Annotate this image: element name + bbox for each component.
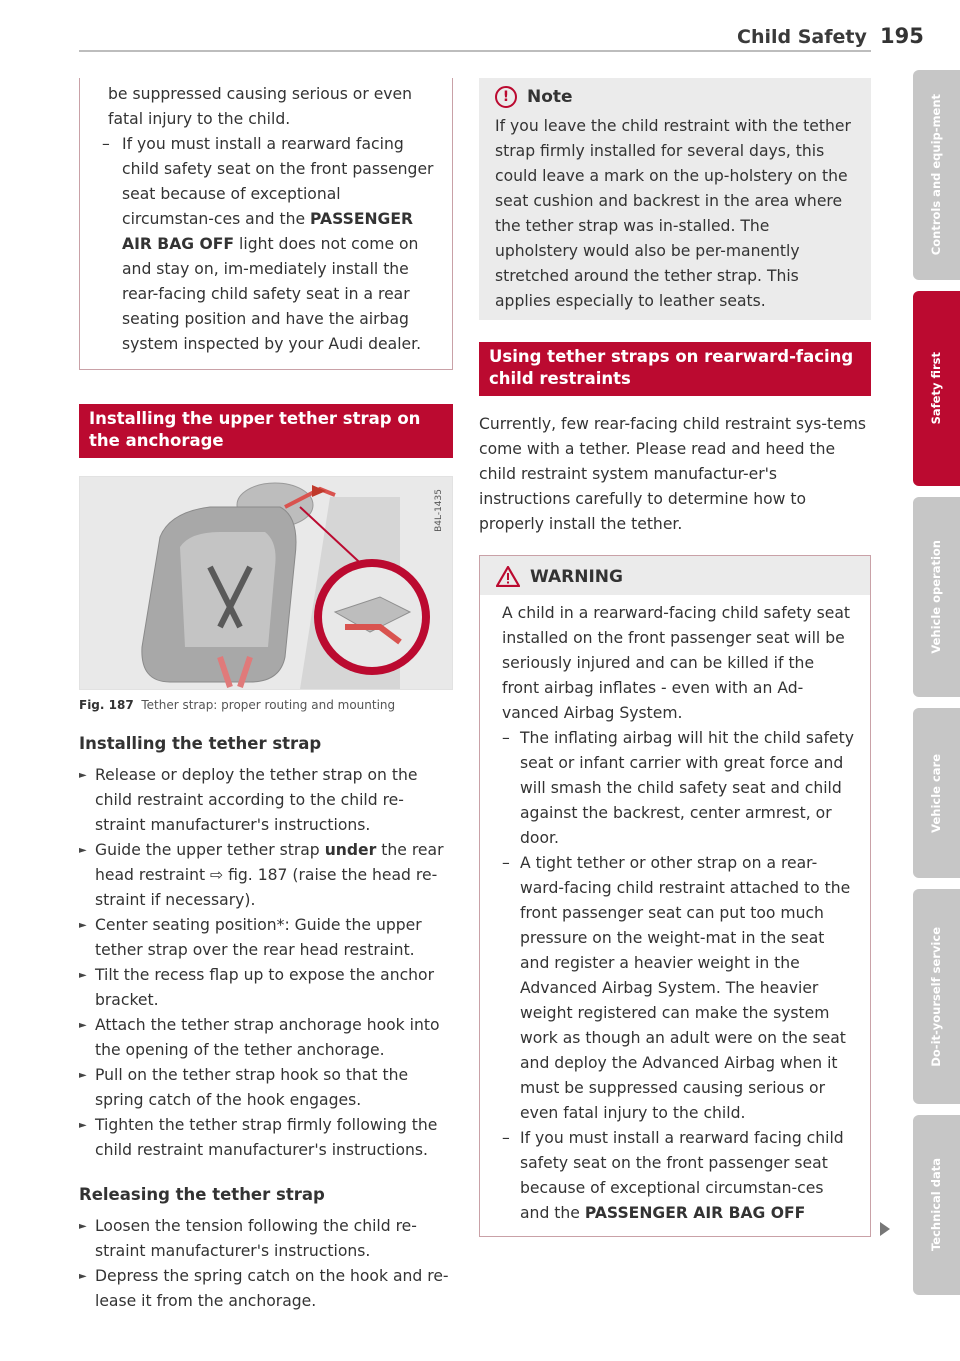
figure-code: B4L-1435 <box>434 489 444 532</box>
tab-vehicle-operation[interactable]: Vehicle operation <box>913 497 960 697</box>
continue-arrow-icon <box>880 1222 890 1236</box>
install-step: ► Tilt the recess flap up to expose the anchor bracket. <box>79 963 453 1013</box>
warning-continued-box <box>79 78 453 370</box>
section-heading-upper-tether: Installing the upper tether strap on the anchorage <box>79 404 453 458</box>
install-step: ► Center seating position*: Guide the upper tether strap over the rear head restraint. <box>79 913 453 963</box>
warning-continued-list <box>102 132 436 357</box>
page-number: 195 <box>880 24 924 48</box>
release-step: ► Loosen the tension following the child re-straint manufacturer's instructions. <box>79 1214 453 1264</box>
right-column <box>479 78 871 1237</box>
install-steps <box>79 763 453 1163</box>
running-header-title: Child Safety <box>737 26 867 48</box>
release-step: ► Depress the spring catch on the hook and re-lease it from the anchorage. <box>79 1264 453 1314</box>
install-step: ► Attach the tether strap anchorage hook into the opening of the tether anchorage. <box>79 1013 453 1063</box>
warning-item: – The inflating airbag will hit the child safety seat or infant carrier with great force and will smash the child safety seat and child against the backrest, center armrest, or door. <box>502 726 856 851</box>
warning-header <box>480 556 870 595</box>
warning-text: A child in a rearward-facing child safety seat installed on the front passenger seat will be seriously injured and can be killed if the front airbag inflates - even with an Ad-vanced Airbag System. <box>502 604 851 722</box>
section-heading-rearward-tether: Using tether straps on rearward-facing child restraints <box>479 342 871 396</box>
figure-187 <box>79 476 453 690</box>
header-rule <box>79 50 871 52</box>
warning-continued-item: – If you must install a rearward facing child safety seat on the front passenger seat because of exceptional circumstan-ces and the PASSENGER AIR BAG OFF light does not come on and stay on, im-mediately install the rear-facing child safety seat in a rear seating position and have the airbag system inspected by your Audi dealer. <box>102 132 436 357</box>
tab-do-it-yourself-service[interactable]: Do-it-yourself service <box>913 889 960 1104</box>
warning-triangle-icon <box>496 566 520 587</box>
install-step: ► Guide the upper tether strap under the rear head restraint ⇨ fig. 187 (raise the head re-straint if necessary). <box>79 838 453 913</box>
warning-box <box>479 555 871 1237</box>
warning-title: WARNING <box>530 566 623 587</box>
note-box <box>479 78 871 320</box>
install-step: ► Tighten the tether strap firmly following the child restraint manufacturer's instructions. <box>79 1113 453 1163</box>
note-title: Note <box>527 87 573 107</box>
left-column <box>79 78 453 1314</box>
tab-controls-and-equipment[interactable]: Controls and equip-ment <box>913 70 960 280</box>
tab-vehicle-care[interactable]: Vehicle care <box>913 708 960 878</box>
figure-caption <box>79 698 453 712</box>
note-circle-icon: ! <box>495 86 517 108</box>
figure-caption-label: Fig. 187 <box>79 698 134 712</box>
warning-continued-text: be suppressed causing serious or even fatal injury to the child. <box>108 85 412 128</box>
figure-caption-text: Tether strap: proper routing and mounting <box>141 698 396 712</box>
rearward-intro: Currently, few rear-facing child restraint sys-tems come with a tether. Please read and heed the child restraint system manufactur-er's instructions carefully to determine how to properly install the tether. <box>479 415 867 533</box>
install-step: ► Release or deploy the tether strap on the child restraint according to the child re-straint manufacturer's instructions. <box>79 763 453 838</box>
indicator-name: PASSENGER AIR BAG OFF <box>584 1204 806 1222</box>
release-heading: Releasing the tether strap <box>79 1185 325 1204</box>
install-heading: Installing the tether strap <box>79 734 322 753</box>
install-step: ► Pull on the tether strap hook so that the spring catch of the hook engages. <box>79 1063 453 1113</box>
indicator-name: PASSENGER AIR BAG OFF <box>122 210 414 253</box>
warning-item: – If you must install a rearward facing child safety seat on the front passenger seat because of exceptional circumstan-ces and the PASSENGER AIR BAG OFF <box>502 1126 856 1226</box>
tab-safety-first[interactable]: Safety first <box>913 291 960 486</box>
warning-body <box>480 595 870 1236</box>
tab-technical-data[interactable]: Technical data <box>913 1115 960 1295</box>
note-text: If you leave the child restraint with the tether strap firmly installed for several days, this could leave a mark on the up-holstery on the seat cushion and backrest in the area where the tether strap was in-stalled. The upholstery would also be per-manently stretched around the tether strap. This applies especially to leather seats. <box>495 117 851 310</box>
child-seat-illustration <box>80 477 452 689</box>
note-header <box>495 86 857 108</box>
release-steps <box>79 1214 453 1314</box>
warning-list <box>502 726 856 1226</box>
warning-item: – A tight tether or other strap on a rear-ward-facing child restraint attached to the front passenger seat can put too much pressure on the weight-mat in the seat and register a heavier weight in the Advanced Airbag System. The heavier weight registered can make the system work as though an adult were on the seat and deploy the Advanced Airbag when it must be suppressed causing serious or even fatal injury to the child. <box>502 851 856 1126</box>
